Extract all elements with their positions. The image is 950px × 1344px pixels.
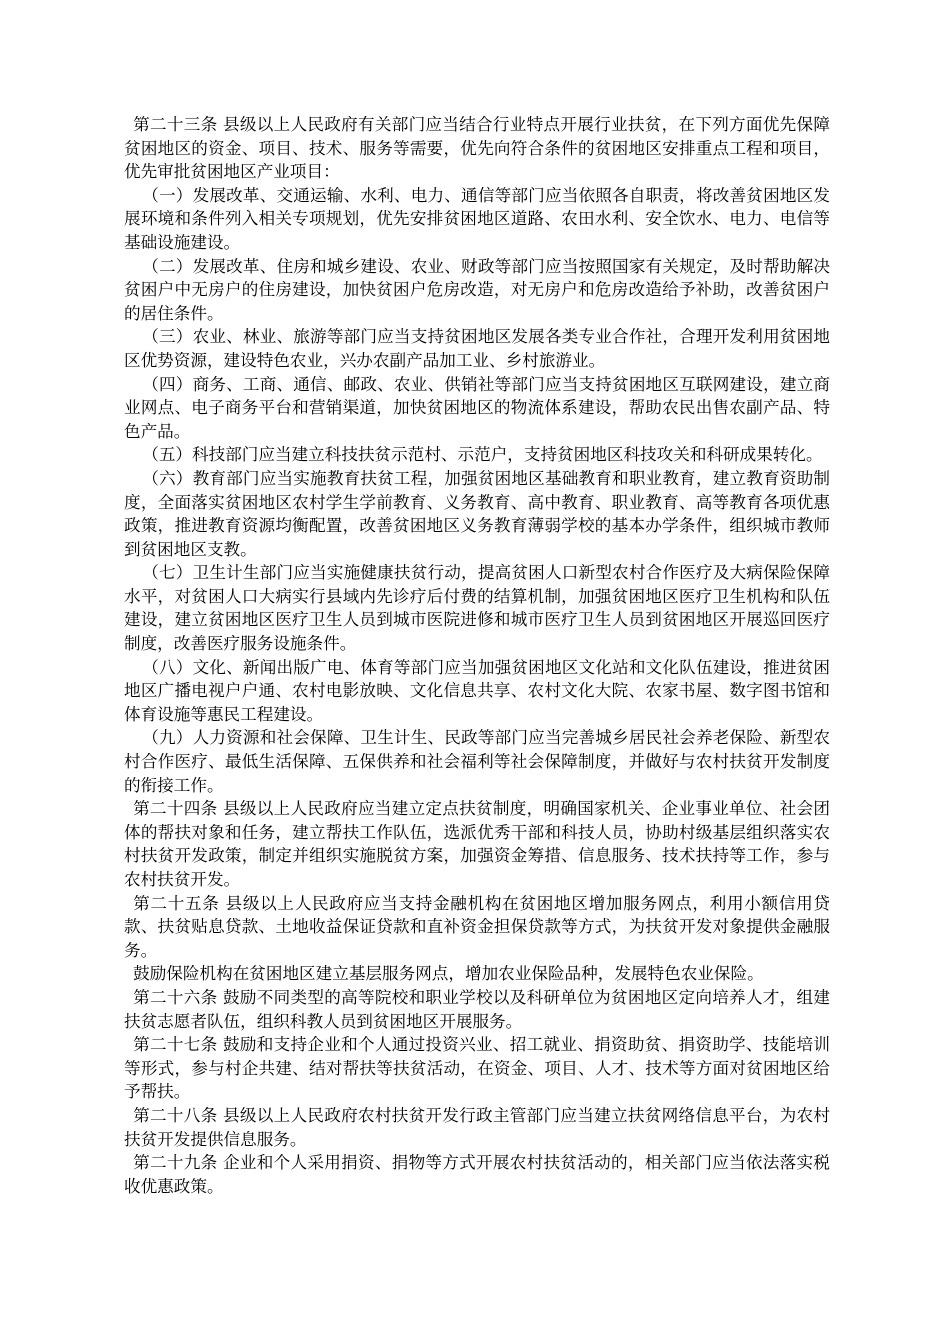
item-8: （八）文化、新闻出版广电、体育等部门应当加强贫困地区文化站和文化队伍建设，推进贫困地区广播电视户户通、农村电影放映、文化信息共享、农村文化大院、农家书屋、数字图书馆和体育设施等惠民工程建设。 xyxy=(124,657,830,724)
item-9: （九）人力资源和社会保障、卫生计生、民政等部门应当完善城乡居民社会养老保险、新型农村合作医疗、最低生活保障、五保供养和社会福利等社会保障制度，并做好与农村扶贫开发制度的衔接工作。 xyxy=(124,728,830,795)
item-6: （六）教育部门应当实施教育扶贫工程，加强贫困地区基础教育和职业教育，建立教育资助制度，全面落实贫困地区农村学生学前教育、义务教育、高中教育、职业教育、高等教育各项优惠政策，推进教育资源均衡配置，改善贫困地区义务教育薄弱学校的基本办学条件，组织城市教师到贫困地区支教。 xyxy=(124,468,830,559)
article-28: 第二十八条 县级以上人民政府农村扶贫开发行政主管部门应当建立扶贫网络信息平台，为农村扶贫开发提供信息服务。 xyxy=(124,1105,830,1149)
item-5: （五）科技部门应当建立科技扶贫示范村、示范户，支持贫困地区科技攻关和科研成果转化。 xyxy=(142,445,823,465)
article-25-paragraph-2: 鼓励保险机构在贫困地区建立基层服务网点，增加农业保险品种，发展特色农业保险。 xyxy=(133,964,764,984)
item-1: （一）发展改革、交通运输、水利、电力、通信等部门应当依照各自职责，将改善贫困地区发展环境和条件列入相关专项规划，优先安排贫困地区道路、农田水利、安全饮水、电力、电信等基础设施建设。 xyxy=(124,185,830,252)
article-25: 第二十五条 县级以上人民政府应当支持金融机构在贫困地区增加服务网点，利用小额信用贷款、扶贫贴息贷款、土地收益保证贷款和直补资金担保贷款等方式，为扶贫开发对象提供金融服务。 xyxy=(124,893,830,960)
article-27: 第二十七条 鼓励和支持企业和个人通过投资兴业、招工就业、捐资助贫、捐资助学、技能培训等形式，参与村企共建、结对帮扶等扶贫活动，在资金、项目、人才、技术等方面对贫困地区给予帮扶。 xyxy=(124,1035,830,1102)
item-2: （二）发展改革、住房和城乡建设、农业、财政等部门应当按照国家有关规定，及时帮助解决贫困户中无房户的住房建设，加快贫困户危房改造，对无房户和危房改造给予补助，改善贫困户的居住条件。 xyxy=(124,256,830,323)
item-4: （四）商务、工商、通信、邮政、农业、供销社等部门应当支持贫困地区互联网建设，建立商业网点、电子商务平台和营销渠道，加快贫困地区的物流体系建设，帮助农民出售农副产品、特色产品。 xyxy=(124,374,830,441)
article-26: 第二十六条 鼓励不同类型的高等院校和职业学校以及科研单位为贫困地区定向培养人才，组建扶贫志愿者队伍，组织科教人员到贫困地区开展服务。 xyxy=(124,987,830,1031)
article-23: 第二十三条 县级以上人民政府有关部门应当结合行业特点开展行业扶贫，在下列方面优先保障贫困地区的资金、项目、技术、服务等需要，优先向符合条件的贫困地区安排重点工程和项目，优先审批贫困地区产业项目： xyxy=(124,115,830,182)
item-7: （七）卫生计生部门应当实施健康扶贫行动，提高贫困人口新型农村合作医疗及大病保险保障水平，对贫困人口大病实行县域内先诊疗后付费的结算机制，加强贫困地区医疗卫生机构和队伍建设，建立贫困地区医疗卫生人员到城市医院进修和城市医疗卫生人员到贫困地区开展巡回医疗制度，改善医疗服务设施条件。 xyxy=(124,563,830,654)
article-29: 第二十九条 企业和个人采用捐资、捐物等方式开展农村扶贫活动的，相关部门应当依法落实税收优惠政策。 xyxy=(124,1153,830,1196)
article-24: 第二十四条 县级以上人民政府应当建立定点扶贫制度，明确国家机关、企业事业单位、社会团体的帮扶对象和任务，建立帮扶工作队伍，选派优秀干部和科技人员，协助村级基层组织落实农村扶贫开发政策，制定并组织实施脱贫方案，加强资金筹措、信息服务、技术扶持等工作，参与农村扶贫开发。 xyxy=(124,799,830,889)
document-body xyxy=(124,113,830,1198)
item-3: （三）农业、林业、旅游等部门应当支持贫困地区发展各类专业合作社，合理开发利用贫困地区优势资源，建设特色农业，兴办农副产品加工业、乡村旅游业。 xyxy=(124,327,830,370)
